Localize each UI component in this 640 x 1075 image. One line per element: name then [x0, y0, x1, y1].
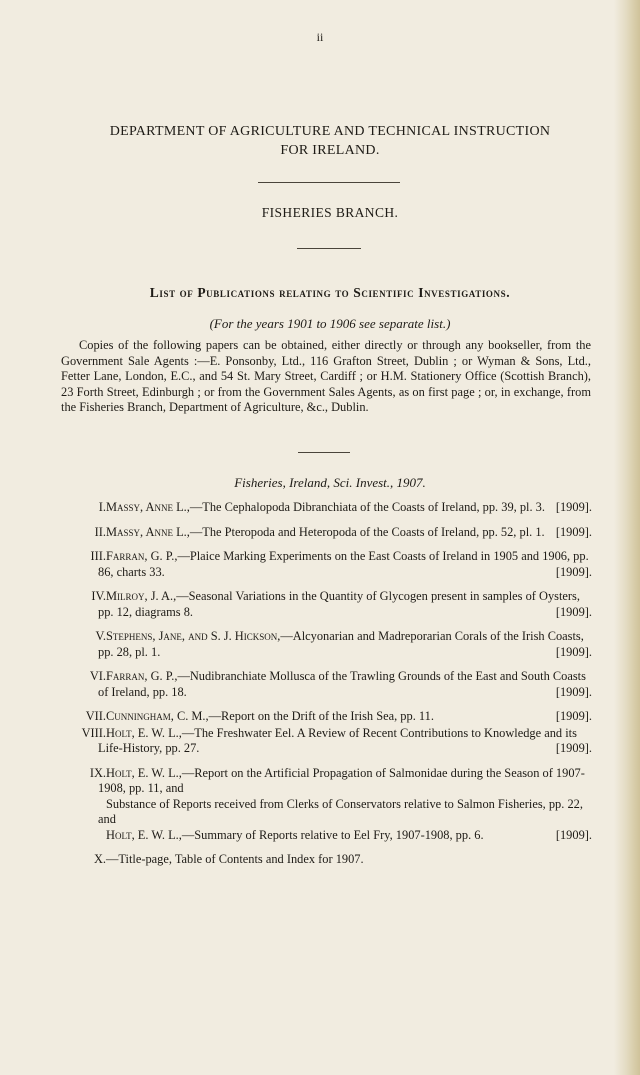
list-item — [61, 549, 592, 580]
entry-number: V. — [95, 629, 106, 643]
entry-author: Holt, E. W. L., — [106, 827, 182, 842]
entry-author: Holt, E. W. L., — [106, 765, 182, 780]
entry-text: —The Freshwater Eel. A Review of Recent Contributions to Knowledge and its Life-History, pp. 27. — [98, 725, 577, 755]
entry-text: —Plaice Marking Experiments on the East Coasts of Ireland in 1905 and 1906, pp. 86, charts 33. — [98, 549, 589, 579]
branch-title: FISHERIES BRANCH. — [261, 205, 399, 220]
list-item — [61, 852, 592, 868]
divider-rule — [298, 452, 350, 453]
list-item — [61, 589, 592, 620]
entry-year: [1909]. — [555, 604, 592, 619]
entry-number: I. — [98, 500, 106, 514]
page-number: ii — [316, 30, 324, 44]
ix-substance — [98, 797, 592, 828]
list-item — [61, 766, 592, 844]
entry-text: —Alcyonarian and Madreporarian Corals of the Irish Coasts, pp. 28, pl. 1. — [98, 629, 584, 659]
entry-number: IX. — [89, 765, 106, 780]
list-item — [61, 629, 592, 660]
list-item — [61, 669, 592, 700]
entry-number: VI. — [89, 669, 106, 683]
list-item — [61, 726, 592, 757]
entry-number: X. — [93, 852, 106, 866]
ix-holt-summary — [98, 828, 592, 844]
entry-year: [1909]. — [555, 644, 592, 659]
entry-year: [1909]. — [555, 564, 592, 579]
entry-text: —The Cephalopoda Dibranchiata of the Coasts of Ireland, pp. 39, pl. 3. — [189, 500, 545, 514]
entry-year: [1909]. — [555, 827, 592, 842]
department-line-2: FOR IRELAND. — [280, 143, 380, 158]
entry-text: —Seasonal Variations in the Quantity of Glycogen present in samples of Oysters, pp. 12, diagrams 8. — [98, 589, 580, 619]
list-item — [61, 709, 592, 725]
entry-text: —Report on the Drift of the Irish Sea, pp. 11. — [208, 709, 434, 723]
divider-rule — [258, 182, 400, 183]
entry-text: —Nudibranchiate Mollusca of the Trawling Grounds of the East and South Coasts of Ireland, pp. 18. — [98, 669, 586, 699]
entry-text: —The Pteropoda and Heteropoda of the Coasts of Ireland, pp. 52, pl. 1. — [189, 524, 545, 539]
entry-text: —Title-page, Table of Contents and Index for 1907. — [106, 852, 364, 866]
entry-number: III. — [90, 549, 106, 563]
entry-year: [1909]. — [555, 684, 592, 699]
entry-author: Farran, G. P., — [106, 549, 178, 563]
years-note: (For the years 1901 to 1906 see separate list.) — [209, 316, 451, 331]
series-title: Fisheries, Ireland, Sci. Invest., 1907. — [234, 475, 426, 490]
entry-year: [1909]. — [555, 709, 592, 723]
entry-author: Milroy, J. A., — [106, 589, 177, 603]
publication-list — [61, 500, 592, 868]
list-heading: List of Publications relating to Scientific Investigations. — [149, 285, 511, 300]
entry-author: Farran, G. P., — [106, 669, 178, 683]
list-item — [61, 500, 592, 516]
entry-year: [1909]. — [555, 741, 592, 755]
copies-paragraph: Copies of the following papers can be obtained, either directly or through any bookseller, from the Government Sale Agents :—E. Ponsonby, Ltd., 116 Grafton Street, Dublin ; or Wyman & Sons, Ltd., Fetter Lane, London, E.C., and 54 St. Mary Street, Cardiff ; or H.M. Stationery Office (Scottish Branch), 23 Forth Street, Edinburgh ; or from the Government Sales Agents, as on first page ; or, in exchange, from the Fisheries Branch, Department of Agriculture, &c., Dublin. — [61, 338, 591, 415]
department-heading — [40, 122, 620, 160]
entry-author: Massy, Anne L., — [106, 524, 190, 539]
entry-number: II. — [94, 524, 106, 539]
entry-text: —Report on the Artificial Propagation of Salmonidae during the Season of 1907-1908, pp. 11, and — [98, 765, 585, 795]
entry-author: Massy, Anne L., — [106, 500, 190, 514]
entry-number: VII. — [85, 709, 106, 723]
entry-number: IV. — [91, 589, 106, 603]
entry-text: Substance of Reports received from Clerks of Conservators relative to Salmon Fisheries, pp. 22, and — [98, 796, 583, 826]
entry-year: [1909]. — [555, 524, 592, 539]
entry-author: Cunningham, C. M., — [106, 709, 209, 723]
entry-author: Holt, E. W. L., — [106, 725, 182, 740]
entry-year: [1909]. — [555, 500, 592, 514]
list-item — [61, 525, 592, 541]
entry-text: —Summary of Reports relative to Eel Fry, 1907-1908, pp. 6. — [181, 827, 484, 842]
divider-rule — [297, 248, 361, 249]
entry-author: Stephens, Jane, and S. J. Hickson, — [106, 629, 281, 643]
page-edge-shadow — [614, 0, 640, 1075]
entry-number: VIII. — [81, 725, 106, 740]
department-line-1: DEPARTMENT OF AGRICULTURE AND TECHNICAL INSTRUCTION — [109, 124, 551, 139]
